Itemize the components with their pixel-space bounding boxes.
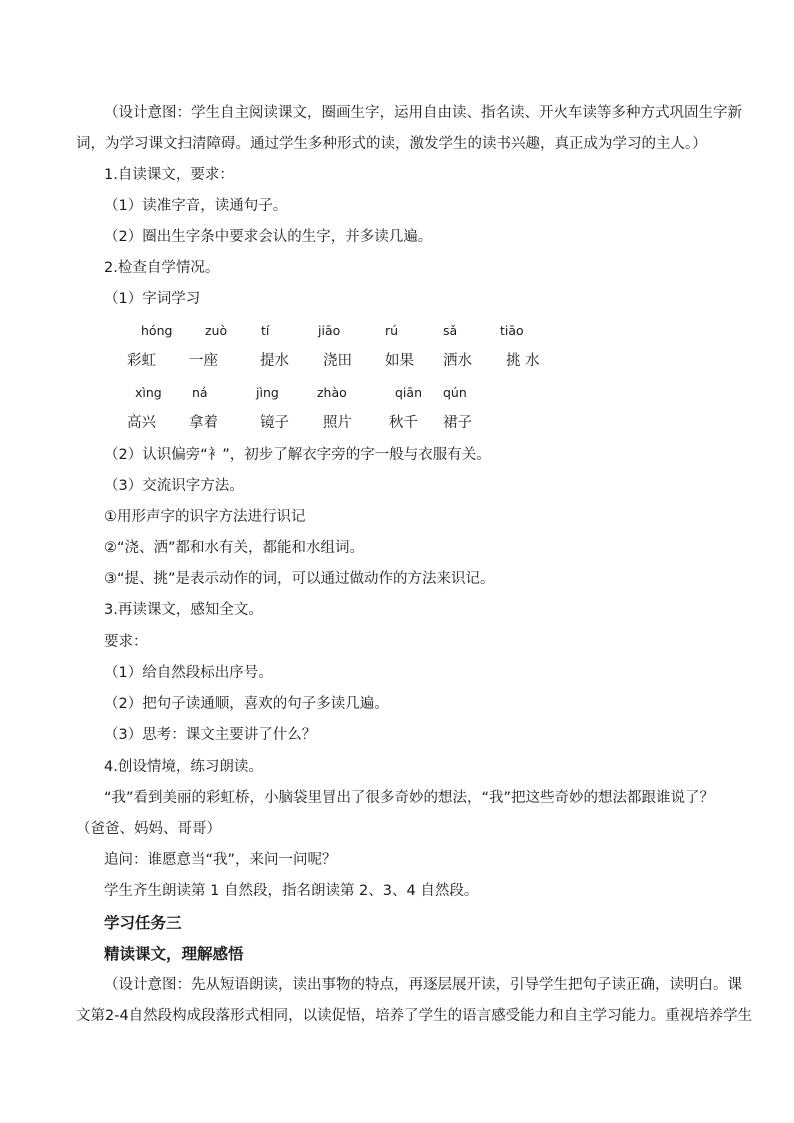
vocab-word: 裙子 [443,415,472,431]
step-2-sub-2: （2）认识偏旁“衤”，初步了解衣字旁的字一般与衣服有关。 [104,447,491,463]
vocab-word: 彩虹 [127,353,156,369]
method-2: ②“浇、洒”都和水有关，都能和水组词。 [104,540,365,556]
pinyin: zhào [317,385,347,400]
step-1-heading: 1.自读课文，要求： [104,167,234,183]
step-4-reading: 学生齐生朗读第 1 自然段，指名朗读第 2、3、4 自然段。 [104,883,479,899]
method-3: ③“提、挑”是表示动作的词，可以通过做动作的方法来识记。 [104,571,495,587]
step-2-sub-1: （1）字词学习 [104,291,201,307]
vocab-word: 一座 [189,353,218,369]
vocab-word: 拿着 [189,415,218,431]
pinyin: tiāo [500,323,524,338]
step-2-sub-3: （3）交流识字方法。 [104,478,244,494]
vocab-word: 如果 [385,353,414,369]
pinyin: qún [443,385,467,400]
step-3-requirement-1: （1）给自然段标出序号。 [104,665,273,681]
vocab-word: 浇田 [323,353,352,369]
vocab-word: 挑 水 [506,353,540,369]
pinyin: qiān [395,385,422,400]
step-4-heading: 4.创设情境，练习朗读。 [104,759,263,775]
step-1-requirement-2: （2）圈出生字条中要求会认的生字，并多读几遍。 [104,229,433,245]
step-4-question-line-1: “我”看到美丽的彩虹桥，小脑袋里冒出了很多奇妙的想法，“我”把这些奇妙的想法都跟谁说了？ [104,790,715,806]
step-3-requirement-2: （2）把句子读通顺，喜欢的句子多读几遍。 [104,696,389,712]
step-3-requirement-3: （3）思考：课文主要讲了什么？ [104,727,317,743]
pinyin: ná [192,385,208,400]
pinyin: sǎ [443,323,458,338]
pinyin: jìng [256,385,279,400]
step-3-requirement-title: 要求： [104,634,148,650]
step-3-heading: 3.再读课文，感知全文。 [104,602,263,618]
vocab-word: 秋千 [389,415,418,431]
design-intent-1-line-2: 词，为学习课文扫清障碍。通过学生多种形式的读，激发学生的读书兴趣，真正成为学习的主人。） [76,136,707,152]
vocab-word: 洒水 [443,353,472,369]
step-4-follow-up: 追问：谁愿意当“我”，来问一问呢？ [104,852,337,868]
design-intent-2-line-2: 文第2-4自然段构成段落形式相同，以读促悟，培养了学生的语言感受能力和自主学习能力。重视培养学生 [76,1008,753,1024]
vocab-word: 镜子 [260,415,289,431]
vocab-word: 提水 [260,353,289,369]
vocab-word: 照片 [323,415,352,431]
pinyin: xìng [135,385,162,400]
design-intent-2-line-1: （设计意图：先从短语朗读，读出事物的特点，再逐层展开读，引导学生把句子读正确，读明白。课 [104,977,742,993]
step-4-question-line-2: （爸爸、妈妈、哥哥） [76,821,221,837]
step-2-heading: 2.检查自学情况。 [104,260,220,276]
pinyin: zuò [205,323,228,338]
pinyin: jiāo [318,323,341,338]
pinyin: rú [385,323,399,338]
pinyin: tí [261,323,270,338]
method-1: ①用形声字的识字方法进行识记 [104,509,306,525]
vocab-word: 高兴 [127,415,156,431]
pinyin: hóng [141,323,173,338]
design-intent-1-line-1: （设计意图：学生自主阅读课文，圈画生字，运用自由读、指名读、开火车读等多种方式巩固生字新 [104,105,742,121]
task-3-title: 学习任务三 [104,914,182,932]
step-1-requirement-1: （1）读准字音，读通句子。 [104,198,288,214]
task-3-subtitle: 精读课文，理解感悟 [104,945,244,963]
